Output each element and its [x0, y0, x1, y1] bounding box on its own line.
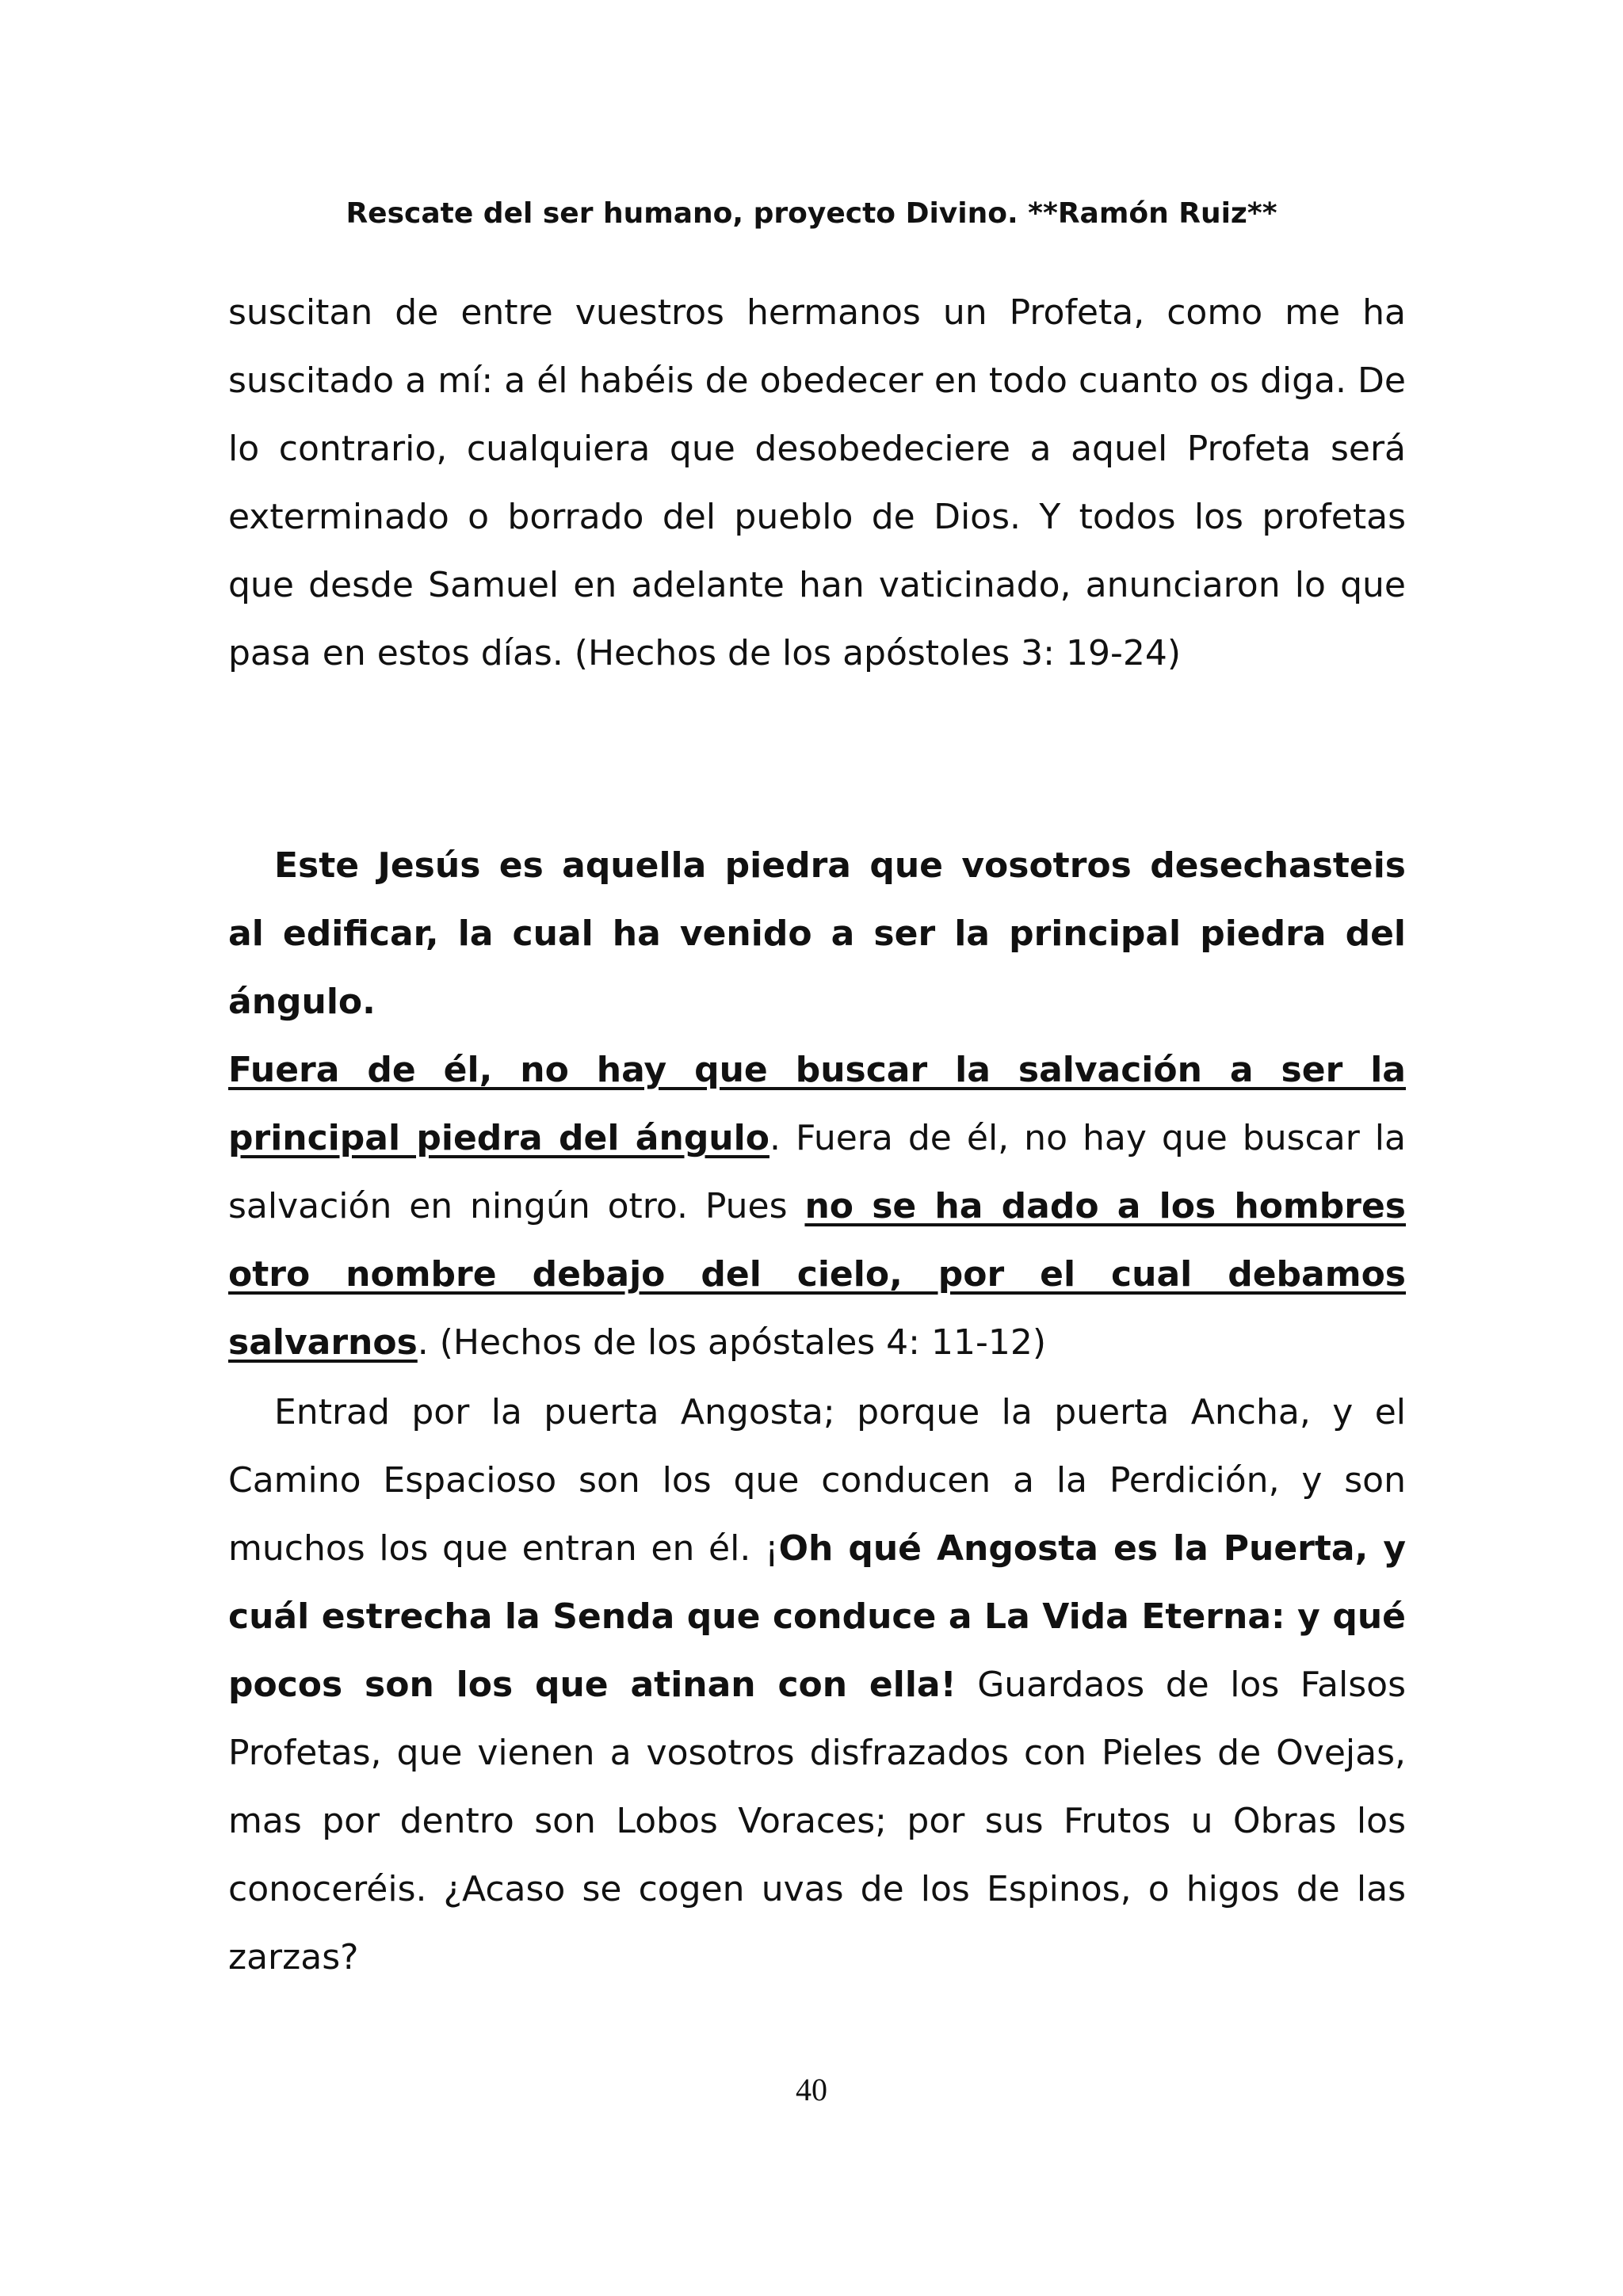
bold-underlined-text: no se ha dado a los hombres otro nombre debajo del cielo, por el cual debamos salvarnos: [228, 1186, 1406, 1363]
paragraph-2: [228, 832, 1406, 1377]
paragraph-1: [228, 279, 1406, 688]
bold-underlined-text: Fuera de él, no hay que buscar la salvación a ser la principal piedra del ángulo: [228, 1050, 1406, 1158]
page-number: 40: [796, 2072, 827, 2107]
bold-text: Este Jesús es aquella piedra que vosotros desechasteis al edificar, la cual ha venido a ser la principal piedra del ángulo.: [228, 845, 1406, 1022]
running-header: Rescate del ser humano, proyecto Divino. **Ramón Ruiz**: [346, 197, 1277, 230]
paragraph-3: [228, 1379, 1406, 1992]
plain-text: . Fuera de él, no hay que buscar la salvación en ningún otro. Pues: [228, 1118, 1406, 1226]
plain-text: Entrad por la puerta Angosta; porque la puerta Ancha, y el Camino Espacioso son los que conducen a la Perdición, y son muchos los que entran en él. ¡: [228, 1392, 1406, 1569]
plain-text: Guardaos de los Falsos Profetas, que vienen a vosotros disfrazados con Pieles de Ovejas, mas por dentro son Lobos Voraces; por sus Frutos u Obras los conoceréis. ¿Acaso se cogen uvas de los Espinos, o higos de las zarzas?: [228, 1665, 1406, 1978]
citation-text: . (Hechos de los apóstales 4: 11-12): [417, 1322, 1047, 1363]
paragraph-1-text: suscitan de entre vuestros hermanos un Profeta, como me ha suscitado a mí: a él habéis de obedecer en todo cuanto os diga. De lo contrario, cualquiera que desobedeciere a aquel Profeta será exterminado o borrado del pueblo de Dios. Y todos los profetas que desde Samuel en adelante han vaticinado, anunciaron lo que pasa en estos días. (Hechos de los apóstoles 3: 19-24): [228, 292, 1406, 673]
bold-text: Oh qué Angosta es la Puerta, y cuál estrecha la Senda que conduce a La Vida Eterna: y qué pocos son los que atinan con ella!: [228, 1528, 1406, 1705]
